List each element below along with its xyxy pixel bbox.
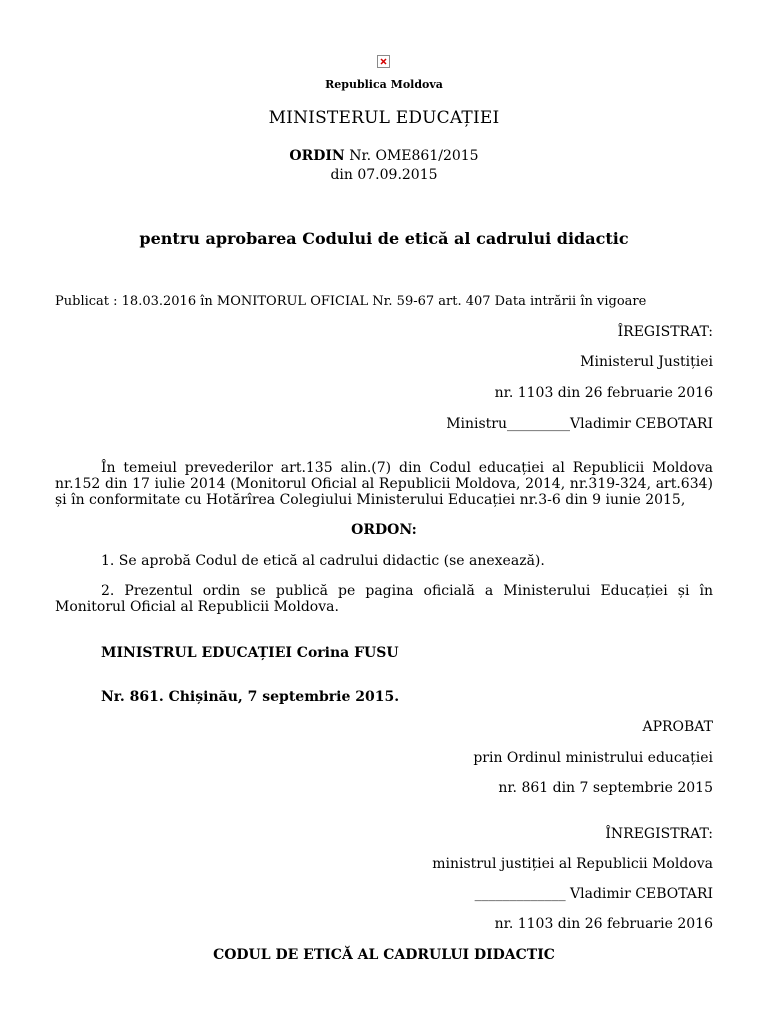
registration2-number: nr. 1103 din 26 februarie 2016 — [494, 916, 713, 932]
order-item-2-line-2: Monitorul Oficial al Republicii Moldova. — [55, 599, 339, 615]
order-word: ORDIN — [289, 148, 345, 164]
publication-info: Publicat : 18.03.2016 în MONITORUL OFICIAL Nr. 59-67 art. 407 Data intrării în vigoare — [55, 294, 647, 309]
preamble-paragraph — [55, 460, 713, 508]
approval-status: APROBAT — [642, 719, 713, 735]
order-item-2-line-1: 2. Prezentul ordin se publică pe pagina oficială a Ministerului Educației și în — [101, 583, 713, 599]
order-item-1: 1. Se aprobă Codul de etică al cadrului didactic (se anexează). — [101, 553, 545, 569]
broken-image-icon — [377, 55, 390, 68]
country-name: Republica Moldova — [325, 78, 443, 91]
registration-status: ÎREGISTRAT: — [617, 324, 713, 340]
minister-signature: MINISTRUL EDUCAȚIEI Corina FUSU — [101, 645, 399, 661]
registration-number: nr. 1103 din 26 februarie 2016 — [494, 385, 713, 401]
registration2-minister: _____________ Vladimir CEBOTARI — [474, 886, 713, 902]
code-title: CODUL DE ETICĂ AL CADRULUI DIDACTIC — [213, 947, 555, 963]
preamble-line-2: nr.152 din 17 iulie 2014 (Monitorul Oficial al Republicii Moldova, 2014, nr.319-324, art.634) — [55, 476, 713, 492]
registration-institution: Ministerul Justiției — [580, 354, 713, 370]
order-date: din 07.09.2015 — [330, 167, 438, 183]
approval-number: nr. 861 din 7 septembrie 2015 — [498, 780, 713, 796]
place-date-line: Nr. 861. Chișinău, 7 septembrie 2015. — [101, 689, 400, 705]
ordon-heading: ORDON: — [351, 522, 417, 538]
ministry-name: MINISTERUL EDUCAȚIEI — [268, 108, 500, 128]
approval-by: prin Ordinul ministrului educației — [473, 750, 713, 766]
preamble-line-1: În temeiul prevederilor art.135 alin.(7) din Codul educației al Republicii Moldova — [101, 460, 713, 476]
document-title: pentru aprobarea Codului de etică al cadrului didactic — [139, 229, 629, 248]
preamble-line-3: și în conformitate cu Hotărîrea Colegiului Ministerului Educației nr.3-6 din 9 iunie 2015, — [55, 492, 686, 508]
registration2-by: ministrul justiției al Republicii Moldova — [432, 856, 713, 872]
order-number: Nr. OME861/2015 — [349, 148, 479, 164]
registration-minister: Ministru_________Vladimir CEBOTARI — [446, 416, 713, 432]
order-item-2 — [55, 583, 713, 615]
order-number-line — [0, 148, 768, 164]
registration2-status: ÎNREGISTRAT: — [605, 826, 713, 842]
